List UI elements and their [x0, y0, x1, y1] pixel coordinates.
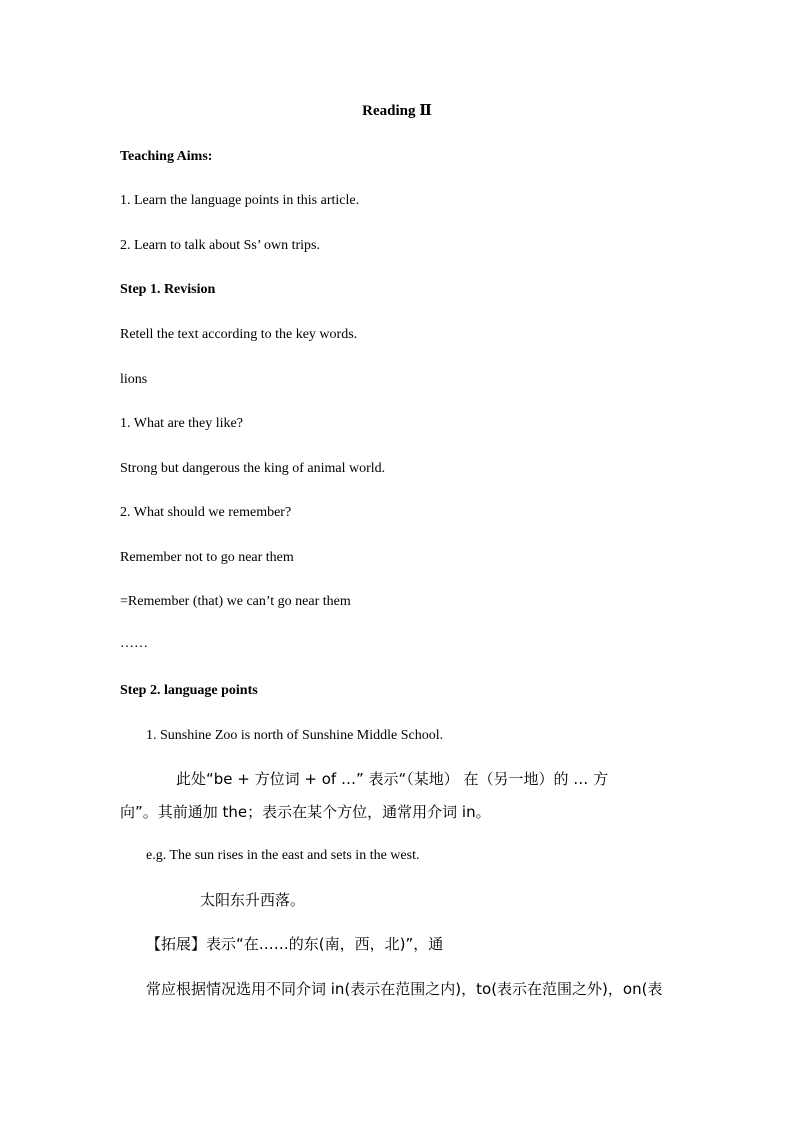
step2-extension-line-1: 【拓展】表示“在……的东(南，西，北)”，通 [146, 935, 444, 953]
step2-extension-line-2: 常应根据情况选用不同介词 in(表示在范围之内)，to(表示在范围之外)，on(表 [146, 980, 663, 998]
step1-answer-2: Remember not to go near them [120, 550, 294, 565]
step1-question-2: 2. What should we remember? [120, 505, 292, 520]
step1-question-1: 1. What are they like? [120, 416, 243, 431]
step1-ellipsis: …… [120, 636, 148, 651]
document-title: Reading Ⅱ [362, 103, 432, 119]
step1-intro: Retell the text according to the key words. [120, 327, 358, 342]
aim-item-1: 1. Learn the language points in this article. [120, 193, 360, 208]
aim-item-2: 2. Learn to talk about Ss’ own trips. [120, 238, 320, 253]
step1-keyword: lions [120, 372, 148, 387]
step1-answer-1: Strong but dangerous the king of animal world. [120, 461, 386, 476]
step2-explanation-line-1: 此处“be + 方位词 + of …” 表示“（某地） 在（另一地）的 … 方 [176, 770, 609, 788]
step2-explanation-line-2: 向”。其前通加 the；表示在某个方位，通常用介词 in。 [120, 803, 491, 821]
step2-point-1: 1. Sunshine Zoo is north of Sunshine Middle School. [146, 728, 444, 743]
step1-answer-2-alt: =Remember (that) we can’t go near them [120, 594, 351, 609]
step2-example-translation: 太阳东升西落。 [200, 891, 306, 909]
teaching-aims-heading: Teaching Aims: [120, 149, 213, 164]
step1-heading: Step 1. Revision [120, 282, 216, 297]
step2-heading: Step 2. language points [120, 683, 258, 698]
step2-example: e.g. The sun rises in the east and sets in the west. [146, 848, 420, 863]
